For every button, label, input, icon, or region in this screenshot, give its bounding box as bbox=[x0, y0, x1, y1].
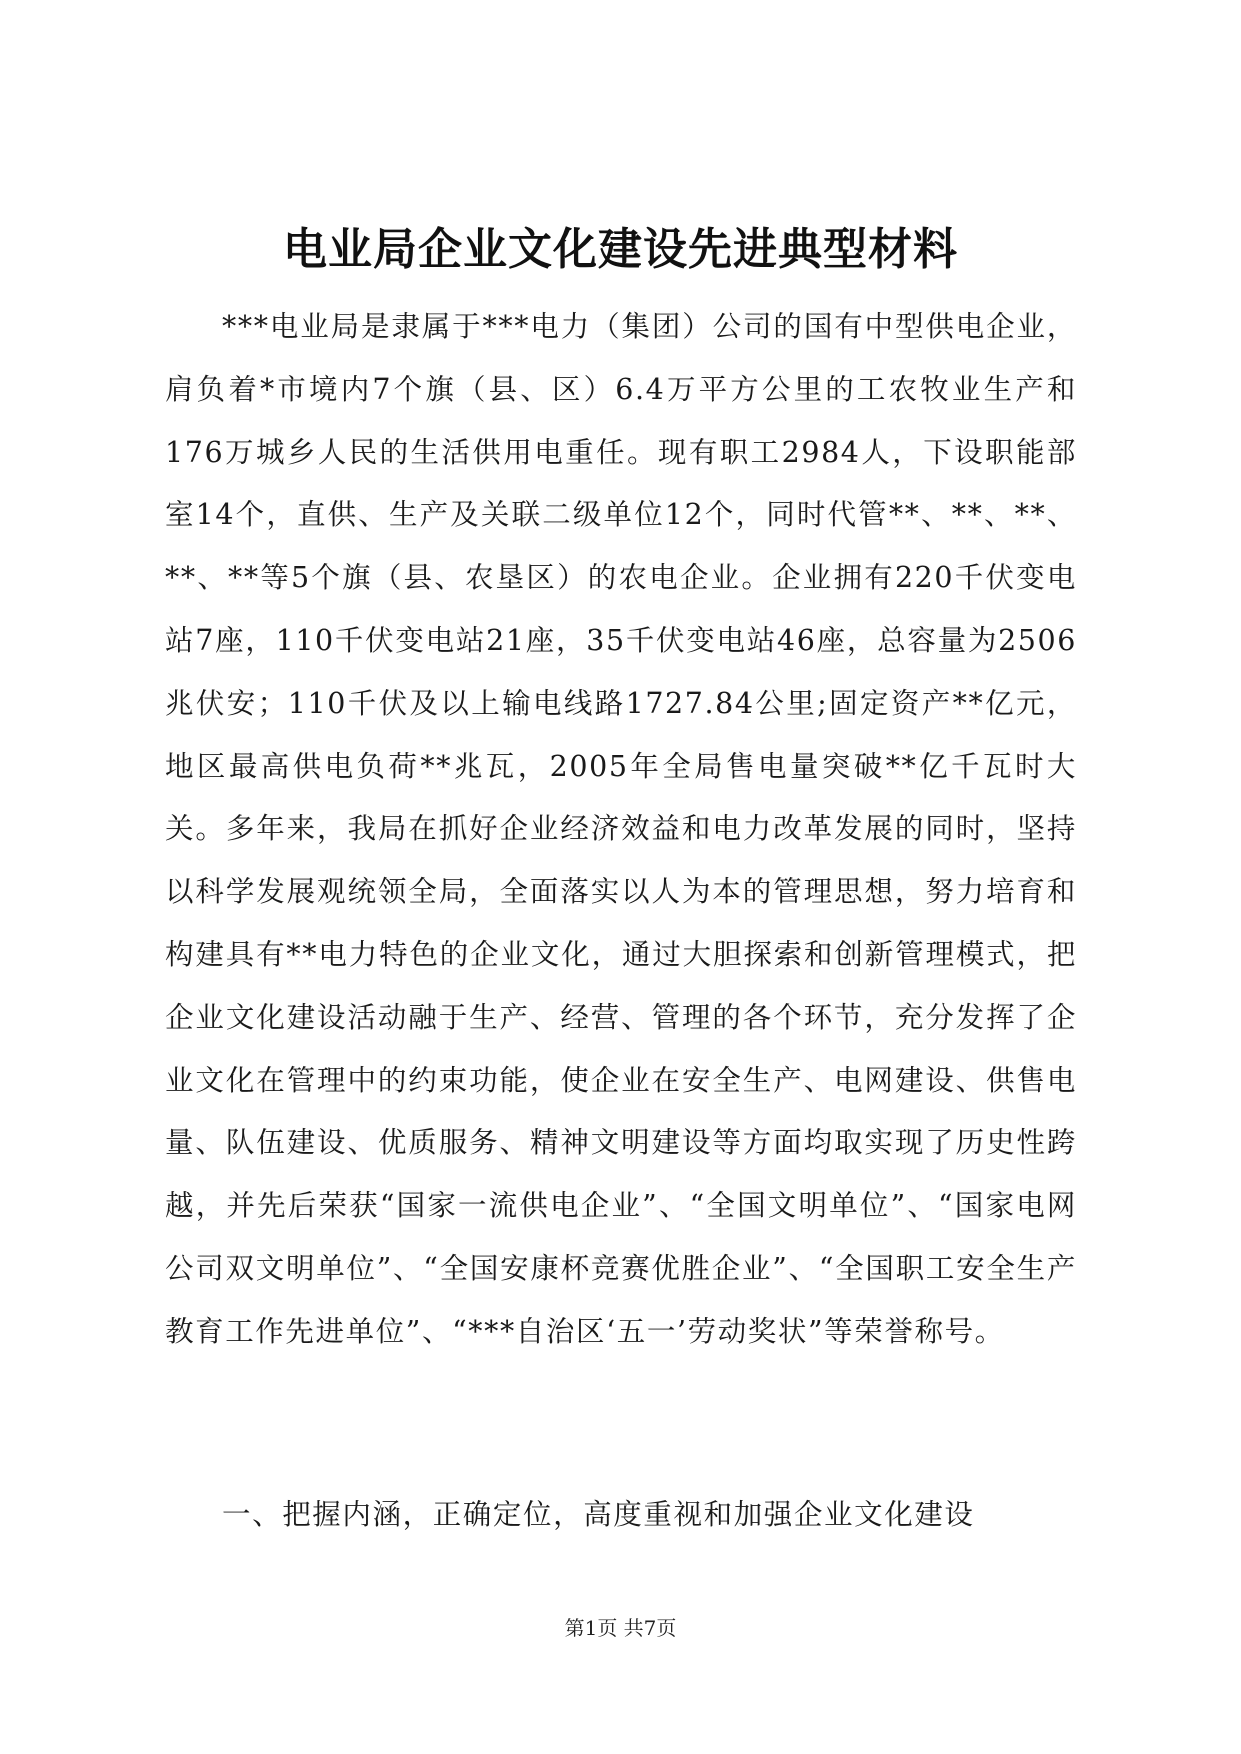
page-footer bbox=[0, 1614, 1241, 1642]
section-heading: 一、把握内涵，正确定位，高度重视和加强企业文化建设 bbox=[222, 1498, 975, 1531]
page-number: 第1页 共7页 bbox=[564, 1616, 677, 1640]
document-title: 电业局企业文化建设先进典型材料 bbox=[283, 224, 958, 275]
intro-paragraph: ***电业局是隶属于***电力（集团）公司的国有中型供电企业，肩负着*市境内7个旗（县、区）6.4万平方公里的工农牧业生产和176万城乡人民的生活供用电重任。现有职工2984人，下设职能部室14个，直供、生产及关联二级单位12个，同时代管**、**、**、**、**等5个旗（县、农垦区）的农电企业。企业拥有220千伏变电站7座，110千伏变电站21座，35千伏变电站46座，总容量为2506兆伏安；110千伏及以上输电线路1727.84公里;固定资产**亿元，地区最高供电负荷**兆瓦，2005年全局售电量突破**亿千瓦时大关。多年来，我局在抓好企业经济效益和电力改革发展的同时，坚持以科学发展观统领全局，全面落实以人为本的管理思想，努力培育和构建具有**电力特色的企业文化，通过大胆探索和创新管理模式，把企业文化建设活动融于生产、经营、管理的各个环节，充分发挥了企业文化在管理中的约束功能，使企业在安全生产、电网建设、供售电量、队伍建设、优质服务、精神文明建设等方面均取实现了历史性跨越，并先后荣获“国家一流供电企业”、“全国文明单位”、“国家电网公司双文明单位”、“全国安康杯竞赛优胜企业”、“全国职工安全生产教育工作先进单位”、“***自治区‘五一’劳动奖状”等荣誉称号。 bbox=[165, 310, 1077, 1348]
